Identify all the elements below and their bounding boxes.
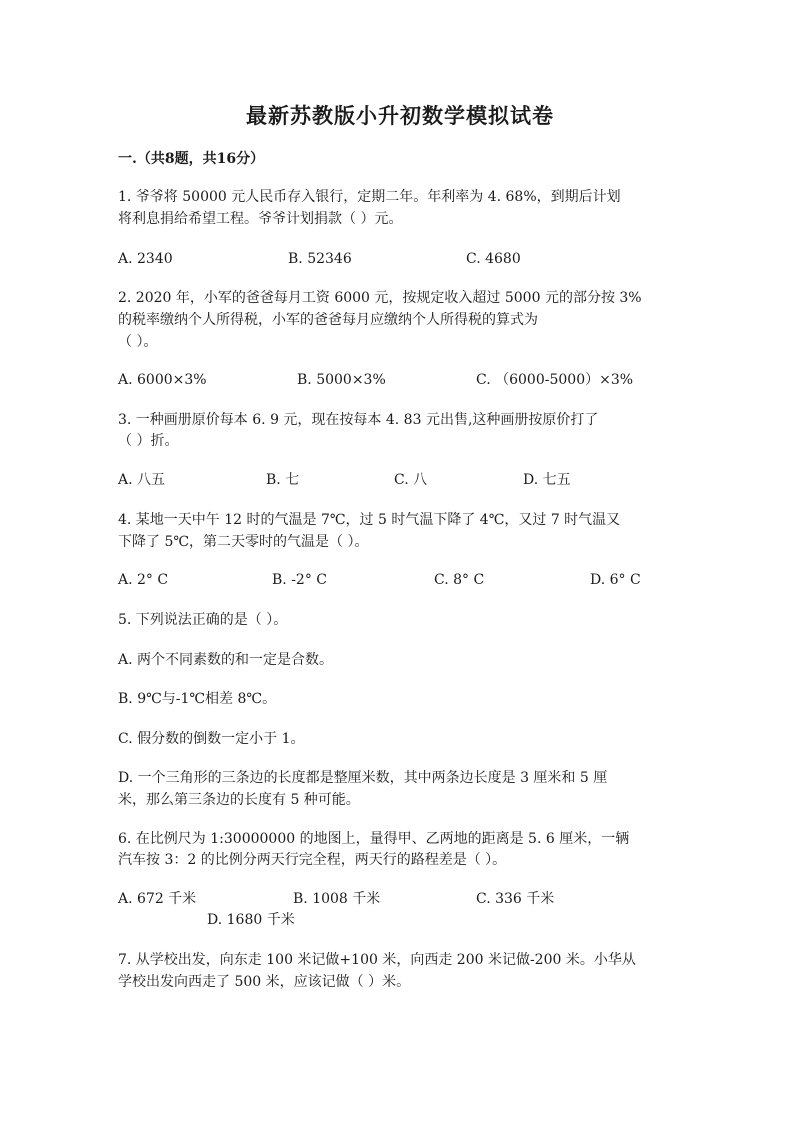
question-text: 汽车按 3：2 的比例分两天行完全程，两天行的路程差是（ ）。 (118, 852, 507, 868)
option-c: C. 8° C (434, 572, 485, 588)
option-a: A. 2° C (118, 572, 169, 588)
section-heading: 一.（共8题，共16分） (118, 151, 265, 167)
question-text: 下降了 5℃，第二天零时的气温是（ ）。 (118, 534, 369, 550)
option-d: D. 6° C (590, 572, 641, 588)
option-a: A. 672 千米 (118, 891, 197, 907)
option-c: C. 336 千米 (476, 891, 555, 907)
page-title: 最新苏教版小升初数学模拟试卷 (246, 103, 554, 128)
question-text: （ ）折。 (118, 433, 179, 449)
option-d: D. 七五 (523, 472, 571, 488)
option-c: C. 4680 (466, 251, 521, 267)
option-d-continued: 米，那么第三条边的长度有 5 种可能。 (118, 792, 360, 808)
option-c: C. 假分数的倒数一定小于 1。 (118, 731, 305, 747)
option-b: B. 9℃与-1℃相差 8℃。 (118, 691, 277, 707)
question-text: 学校出发向西走了 500 米，应该记做（ ）米。 (118, 974, 411, 990)
question-text: 将利息捐给希望工程。爷爷计划捐款（ ）元。 (118, 211, 403, 227)
question-text: 的税率缴纳个人所得税，小军的爸爸每月应缴纳个人所得税的算式为 (118, 312, 538, 328)
option-b: B. 七 (266, 472, 300, 488)
option-a: A. 2340 (118, 251, 173, 267)
option-d: D. 一个三角形的三条边的长度都是整厘米数，其中两条边长度是 3 厘米和 5 厘 (118, 770, 608, 786)
question-text: 7. 从学校出发，向东走 100 米记做+100 米，向西走 200 米记做-200 米。小华从 (118, 952, 636, 968)
question-text: 1. 爷爷将 50000 元人民币存入银行，定期二年。年利率为 4. 68%，到期后计划 (118, 189, 621, 205)
option-b: B. 5000×3% (297, 372, 386, 388)
option-b: B. 1008 千米 (293, 891, 381, 907)
option-a: A. 两个不同素数的和一定是合数。 (118, 652, 334, 668)
option-a: A. 6000×3% (118, 372, 207, 388)
option-c: C. （6000-5000）×3% (476, 372, 634, 388)
question-text: 3. 一种画册原价每本 6. 9 元，现在按每本 4. 83 元出售,这种画册按原价打了 (118, 412, 599, 428)
option-b: B. -2° C (272, 572, 327, 588)
option-a: A. 八五 (118, 472, 166, 488)
question-text: （ ）。 (118, 334, 158, 350)
question-text: 2. 2020 年，小军的爸爸每月工资 6000 元，按规定收入超过 5000 元的部分按 3% (118, 290, 642, 306)
question-text: 6. 在比例尺为 1:30000000 的地图上，量得甲、乙两地的距离是 5. 6 厘米，一辆 (118, 831, 630, 847)
option-d: D. 1680 千米 (207, 912, 295, 928)
question-text: 4. 某地一天中午 12 时的气温是 7℃，过 5 时气温下降了 4℃，又过 7 时气温又 (118, 512, 621, 528)
option-b: B. 52346 (288, 251, 352, 267)
option-c: C. 八 (394, 472, 428, 488)
question-text: 5. 下列说法正确的是（ ）。 (118, 612, 288, 628)
